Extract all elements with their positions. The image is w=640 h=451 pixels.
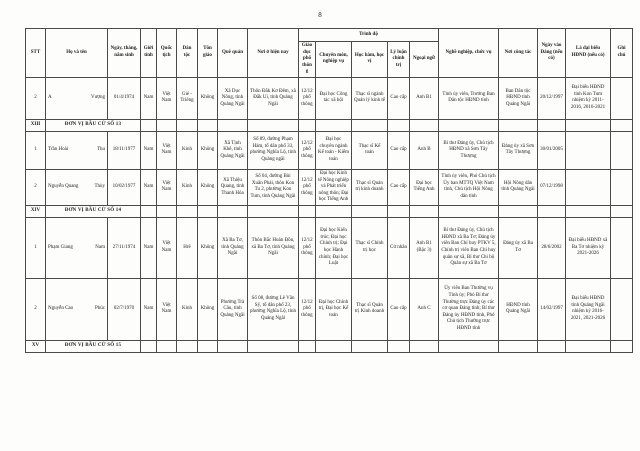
cell-specialty: Đại học chuyên ngành Kế toán - Kiểm toán bbox=[316, 131, 352, 169]
cell-religion: Không bbox=[198, 169, 218, 205]
col-header-residence: Nơi ở hiện nay bbox=[248, 29, 299, 78]
section-numeral: XIV bbox=[26, 205, 46, 217]
cell-stt: 1 bbox=[26, 131, 46, 169]
section-header-row bbox=[26, 119, 633, 131]
cell-education: 12/12 phổ thông bbox=[299, 169, 316, 205]
section-numeral: XIII bbox=[26, 119, 46, 131]
cell-note bbox=[611, 169, 633, 205]
candidate-row bbox=[26, 131, 633, 169]
cell-political-theory: Cao cấp bbox=[388, 131, 410, 169]
col-header-general-education: Giáo dục phổ thông bbox=[299, 42, 316, 78]
cell-workplace: HĐND tỉnh Quảng Ngãi bbox=[499, 278, 538, 340]
col-header-full-name: Họ và tên bbox=[46, 29, 108, 78]
section-title: ĐƠN VỊ BẦU CỬ SỐ 15 bbox=[46, 340, 141, 352]
cell-gender: Nam bbox=[141, 169, 157, 205]
cell-residence: Thôn Bắc Hoàn Đồn, xã Ba Tơ, tỉnh Quảng Ngãi bbox=[248, 217, 299, 278]
cell-empty bbox=[538, 119, 566, 131]
col-header-specialty: Chuyên môn, nghiệp vụ bbox=[316, 42, 352, 78]
cell-birth-date: 02/7/1970 bbox=[108, 278, 141, 340]
cell-empty bbox=[439, 340, 499, 352]
cell-foreign-language: Anh C bbox=[410, 278, 439, 340]
cell-occupation: Bí thư Đảng ủy, Chủ tịch HĐND xã Ba Tơ; Đảng ủy viên Ban Chỉ huy PTKV 5, Chính trị viên Ban Chỉ huy quân sự xã, Bí thư Chi bộ Quân sự xã Ba Tơ bbox=[439, 217, 499, 278]
cell-party-admission-date: 20/12/1997 bbox=[538, 77, 566, 119]
cell-political-theory: Cao cấp bbox=[388, 77, 410, 119]
cell-empty bbox=[611, 340, 633, 352]
cell-specialty: Đại học Công tác xã hội bbox=[316, 77, 352, 119]
cell-academic-degree: Thạc sĩ Kế toán bbox=[352, 131, 388, 169]
cell-workplace: Đảng ủy xã Sơn Tây Thượng bbox=[499, 131, 538, 169]
cell-ethnicity: Hrê bbox=[177, 217, 198, 278]
candidate-row bbox=[26, 77, 633, 119]
cell-empty bbox=[177, 340, 198, 352]
cell-empty bbox=[538, 340, 566, 352]
cell-workplace: Ban Dân tộc HĐND tỉnh Quảng Ngãi bbox=[499, 77, 538, 119]
cell-stt: 2 bbox=[26, 278, 46, 340]
cell-specialty: Đại học Kinh tế Nông nghiệp và Phát triển nông thôn; Đại học Tiếng Anh bbox=[316, 169, 352, 205]
cell-party-admission-date: 14/02/1997 bbox=[538, 278, 566, 340]
cell-empty bbox=[316, 205, 352, 217]
cell-empty bbox=[499, 205, 538, 217]
cell-nationality: Việt Nam bbox=[157, 131, 177, 169]
cell-birth-date: 01/4/1974 bbox=[108, 77, 141, 119]
cell-empty bbox=[248, 119, 299, 131]
cell-empty bbox=[566, 119, 611, 131]
cell-empty bbox=[566, 340, 611, 352]
cell-workplace: Đảng ủy xã Ba Tơ bbox=[499, 217, 538, 278]
cell-birthplace: Xã Dục Nông, tỉnh Quảng Ngãi bbox=[218, 77, 248, 119]
cell-full-name bbox=[46, 77, 108, 119]
cell-specialty: Đại học Kiến trúc; Đại học Chính trị; Đại học Hành chính; Đại học Luật bbox=[316, 217, 352, 278]
name-split bbox=[48, 95, 105, 102]
cell-nationality: Việt Nam bbox=[157, 217, 177, 278]
cell-empty bbox=[177, 205, 198, 217]
name-left-part: Phạm Giang bbox=[48, 244, 73, 250]
name-split bbox=[48, 184, 105, 191]
cell-empty bbox=[157, 119, 177, 131]
table-body bbox=[26, 77, 633, 352]
cell-nationality: Việt Nam bbox=[157, 278, 177, 340]
cell-empty bbox=[538, 205, 566, 217]
cell-empty bbox=[352, 205, 388, 217]
cell-note bbox=[611, 131, 633, 169]
cell-party-admission-date: 28/6/2002 bbox=[538, 217, 566, 278]
cell-stt: 1 bbox=[26, 217, 46, 278]
col-header-political-theory: Lý luận chính trị bbox=[388, 42, 410, 78]
section-title: ĐƠN VỊ BẦU CỬ SỐ 13 bbox=[46, 119, 141, 131]
cell-education: 12/12 phổ thông bbox=[299, 77, 316, 119]
cell-note bbox=[611, 217, 633, 278]
cell-occupation: Tỉnh ủy viên, Phó Chủ tịch Ủy ban MTTQ Việt Nam tỉnh, Chủ tịch Hội Nông dân tỉnh bbox=[439, 169, 499, 205]
cell-birth-date: 27/11/1974 bbox=[108, 217, 141, 278]
section-header-row bbox=[26, 340, 633, 352]
cell-academic-degree: Thạc sĩ Chính trị học bbox=[352, 217, 388, 278]
col-header-qualification-group: Trình độ bbox=[299, 29, 439, 42]
cell-empty bbox=[410, 205, 439, 217]
cell-full-name bbox=[46, 278, 108, 340]
cell-hdnd-delegate: Đại biểu HĐND tỉnh Quảng Ngãi nhiệm kỳ 2016-2021, 2021-2026 bbox=[566, 278, 611, 340]
table-header bbox=[26, 29, 633, 78]
cell-stt: 2 bbox=[26, 169, 46, 205]
section-numeral: XV bbox=[26, 340, 46, 352]
cell-empty bbox=[388, 119, 410, 131]
name-split bbox=[48, 245, 105, 252]
cell-empty bbox=[198, 119, 218, 131]
name-right-part: Nam bbox=[95, 244, 105, 250]
cell-birth-date: 18/11/1977 bbox=[108, 131, 141, 169]
cell-empty bbox=[316, 340, 352, 352]
section-title: ĐƠN VỊ BẦU CỬ SỐ 14 bbox=[46, 205, 141, 217]
cell-education: 12/12 phổ thông bbox=[299, 131, 316, 169]
col-header-birth-date: Ngày, tháng, năm sinh bbox=[108, 29, 141, 78]
candidate-row bbox=[26, 278, 633, 340]
cell-empty bbox=[141, 205, 157, 217]
cell-foreign-language: Anh B bbox=[410, 131, 439, 169]
cell-occupation: Bí thư Đảng ủy, Chủ tịch HĐND xã Sơn Tây Thượng bbox=[439, 131, 499, 169]
candidate-row bbox=[26, 217, 633, 278]
col-header-ethnicity: Dân tộc bbox=[177, 29, 198, 78]
col-header-nationality: Quốc tịch bbox=[157, 29, 177, 78]
name-left-part: Nguyễn Quang bbox=[48, 184, 79, 190]
page-number: 8 bbox=[318, 11, 322, 19]
name-split bbox=[48, 147, 105, 154]
cell-political-theory: Cử nhân bbox=[388, 217, 410, 278]
name-right-part: Vượng bbox=[91, 95, 105, 101]
cell-foreign-language: Đại học Tiếng Anh bbox=[410, 169, 439, 205]
cell-full-name bbox=[46, 217, 108, 278]
cell-occupation: Tỉnh ủy viên, Trưởng Ban Dân tộc HĐND tỉnh bbox=[439, 77, 499, 119]
name-right-part: Phúc bbox=[95, 306, 105, 312]
cell-empty bbox=[299, 340, 316, 352]
col-header-workplace: Nơi công tác bbox=[499, 29, 538, 78]
cell-empty bbox=[352, 340, 388, 352]
cell-nationality: Việt Nam bbox=[157, 77, 177, 119]
cell-political-theory: Cao cấp bbox=[388, 278, 410, 340]
col-header-foreign-language: Ngoại ngữ bbox=[410, 42, 439, 78]
cell-empty bbox=[439, 119, 499, 131]
section-header-row bbox=[26, 205, 633, 217]
cell-specialty: Đại học Chính trị, Đại học Kế toán bbox=[316, 278, 352, 340]
cell-religion: Không bbox=[198, 77, 218, 119]
col-header-occupation: Nghề nghiệp, chức vụ bbox=[439, 29, 499, 78]
cell-residence: Số 08, đường Lê Văn Sỹ, tổ dân phố 23, phường Nghĩa Lộ, tỉnh Quảng Ngãi bbox=[248, 278, 299, 340]
cell-birthplace: Xã Tịnh Khê, tỉnh Quảng Ngãi bbox=[218, 131, 248, 169]
cell-birthplace: Phường Trà Câu, tỉnh Quảng Ngãi bbox=[218, 278, 248, 340]
cell-full-name bbox=[46, 169, 108, 205]
cell-foreign-language: Anh B1 (Bậc 3) bbox=[410, 217, 439, 278]
cell-empty bbox=[198, 205, 218, 217]
cell-empty bbox=[611, 119, 633, 131]
cell-empty bbox=[177, 119, 198, 131]
cell-residence: Số 09, đường Phạm Hàm, tổ dân phố 33, phường Nghĩa Lộ, tỉnh Quảng ngãi bbox=[248, 131, 299, 169]
cell-note bbox=[611, 278, 633, 340]
col-header-party-admission-date: Ngày vào Đảng (nếu có) bbox=[538, 29, 566, 78]
cell-academic-degree: Thạc sĩ Quản trị kinh doanh bbox=[352, 169, 388, 205]
cell-empty bbox=[218, 119, 248, 131]
col-header-birthplace: Quê quán bbox=[218, 29, 248, 78]
cell-empty bbox=[316, 119, 352, 131]
cell-stt: 2 bbox=[26, 77, 46, 119]
name-right-part: Thu bbox=[96, 147, 105, 153]
name-left-part: Trần Hoài bbox=[48, 147, 69, 153]
cell-hdnd-delegate bbox=[566, 169, 611, 205]
cell-empty bbox=[141, 340, 157, 352]
cell-political-theory: Cao cấp bbox=[388, 169, 410, 205]
cell-empty bbox=[439, 205, 499, 217]
cell-empty bbox=[248, 205, 299, 217]
cell-note bbox=[611, 77, 633, 119]
cell-residence: Số 04, đường Bùi Xuân Phái, thôn Kon Tu 2, phường Kon Tum, tỉnh Quảng Ngãi bbox=[248, 169, 299, 205]
cell-party-admission-date: 07/12/1998 bbox=[538, 169, 566, 205]
col-header-academic-degree: Học hàm, học vị bbox=[352, 42, 388, 78]
cell-empty bbox=[157, 340, 177, 352]
cell-education: 12/12 phổ thông bbox=[299, 217, 316, 278]
cell-ethnicity: Kinh bbox=[177, 169, 198, 205]
cell-empty bbox=[499, 340, 538, 352]
cell-empty bbox=[410, 119, 439, 131]
cell-birthplace: Xã Ba Tơ, tỉnh Quảng Ngãi bbox=[218, 217, 248, 278]
cell-hdnd-delegate: Đại biểu HĐND tỉnh Kon Tum nhiệm kỳ 2011-2016, 2016-2021 bbox=[566, 77, 611, 119]
cell-empty bbox=[198, 340, 218, 352]
cell-religion: Không bbox=[198, 131, 218, 169]
cell-gender: Nam bbox=[141, 77, 157, 119]
col-header-stt: STT bbox=[26, 29, 46, 78]
cell-occupation: Ủy viên Ban Thường vụ Tỉnh ủy; Phó Bí thư Thường trực Đảng ủy các cơ quan Đảng tỉnh; Bí thư Đảng ủy HĐND tỉnh, Phó Chủ tịch Thường trực HĐND tỉnh bbox=[439, 278, 499, 340]
cell-empty bbox=[218, 340, 248, 352]
cell-education: 12/12 phổ thông bbox=[299, 278, 316, 340]
cell-empty bbox=[352, 119, 388, 131]
cell-empty bbox=[299, 119, 316, 131]
cell-empty bbox=[388, 340, 410, 352]
cell-empty bbox=[157, 205, 177, 217]
cell-gender: Nam bbox=[141, 278, 157, 340]
cell-ethnicity: Kinh bbox=[177, 131, 198, 169]
cell-empty bbox=[499, 119, 538, 131]
cell-gender: Nam bbox=[141, 131, 157, 169]
cell-academic-degree: Thạc sĩ Quản trị Kinh doanh bbox=[352, 278, 388, 340]
cell-gender: Nam bbox=[141, 217, 157, 278]
cell-empty bbox=[611, 205, 633, 217]
cell-hdnd-delegate: Đại biểu HĐND xã Ba Tơ nhiệm kỳ 2021-2026 bbox=[566, 217, 611, 278]
cell-nationality: Việt Nam bbox=[157, 169, 177, 205]
candidates-table bbox=[25, 28, 633, 353]
col-header-religion: Tôn giáo bbox=[198, 29, 218, 78]
col-header-gender: Giới tính bbox=[141, 29, 157, 78]
cell-empty bbox=[248, 340, 299, 352]
cell-full-name bbox=[46, 131, 108, 169]
cell-empty bbox=[388, 205, 410, 217]
cell-workplace: Hội Nông dân tỉnh Quảng Ngãi bbox=[499, 169, 538, 205]
candidate-row bbox=[26, 169, 633, 205]
cell-religion: Không bbox=[198, 278, 218, 340]
cell-residence: Thôn Đắk Kơ Đêm, xã Đắk Ui, tỉnh Quảng Ngãi bbox=[248, 77, 299, 119]
cell-foreign-language: Anh B1 bbox=[410, 77, 439, 119]
cell-empty bbox=[410, 340, 439, 352]
cell-academic-degree: Thạc sĩ ngành Quản lý kinh tế bbox=[352, 77, 388, 119]
cell-empty bbox=[218, 205, 248, 217]
col-header-hdnd-delegate: Là đại biểu HĐND (nếu có) bbox=[566, 29, 611, 78]
name-right-part: Thùy bbox=[94, 184, 105, 190]
cell-party-admission-date: 30/01/2005 bbox=[538, 131, 566, 169]
cell-empty bbox=[566, 205, 611, 217]
cell-ethnicity: Gié - Triêng bbox=[177, 77, 198, 119]
cell-empty bbox=[141, 119, 157, 131]
name-left-part: A bbox=[48, 95, 52, 101]
cell-birthplace: Xã Thiệu Quang, tỉnh Thanh Hóa bbox=[218, 169, 248, 205]
cell-birth-date: 10/02/1977 bbox=[108, 169, 141, 205]
cell-religion: Không bbox=[198, 217, 218, 278]
cell-empty bbox=[299, 205, 316, 217]
col-header-note: Ghi chú bbox=[611, 29, 633, 78]
cell-hdnd-delegate bbox=[566, 131, 611, 169]
name-left-part: Nguyễn Cao bbox=[48, 306, 74, 312]
cell-ethnicity: Kinh bbox=[177, 278, 198, 340]
name-split bbox=[48, 306, 105, 313]
